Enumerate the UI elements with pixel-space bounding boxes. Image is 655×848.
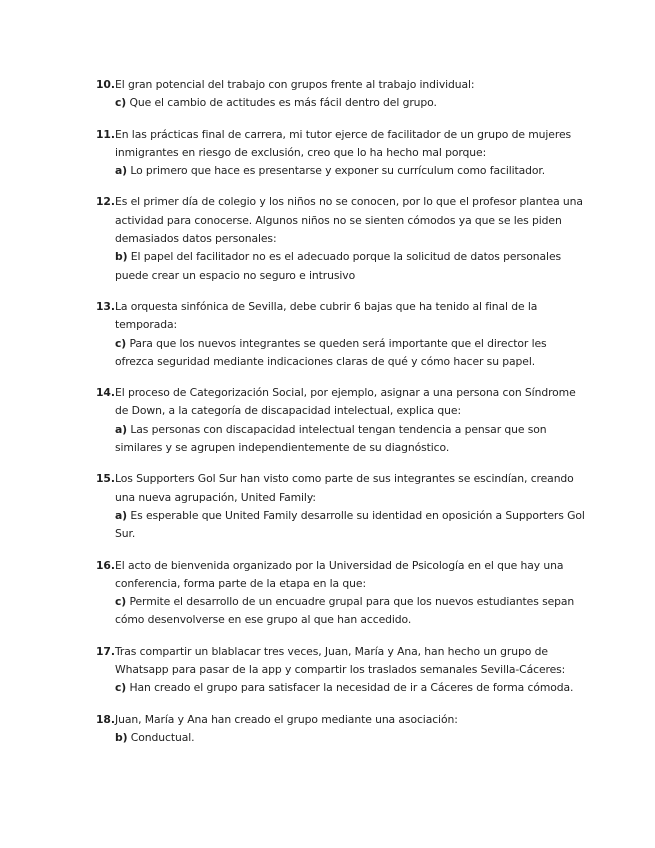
question-text: El proceso de Categorización Social, por ejemplo, asignar a una persona con Síndrome de Down, a la categoría de discapacidad intelectual, explica que: bbox=[115, 386, 576, 418]
answer-key: c) bbox=[115, 96, 127, 110]
question-text: La orquesta sinfónica de Sevilla, debe cubrir 6 bajas que ha tenido al final de la temporada: bbox=[115, 299, 538, 332]
answer-text: Es esperable que United Family desarrolle su identidad en oposición a Supporters Gol Sur. bbox=[115, 508, 585, 541]
question-text: El acto de bienvenida organizado por la Universidad de Psicología en el que hay una conferencia, forma parte de la etapa en la que: bbox=[115, 558, 564, 590]
answer bbox=[115, 335, 585, 372]
question-text: Es el primer día de colegio y los niños no se conocen, por lo que el profesor plantea una actividad para conocerse. Algunos niños no se sienten cómodos ya que se les piden demasiados datos personales: bbox=[115, 195, 583, 246]
answer-text: Conductual. bbox=[127, 730, 195, 744]
answer bbox=[115, 729, 585, 747]
answer-key: c) bbox=[115, 336, 127, 350]
answer-key: a) bbox=[115, 422, 128, 436]
question-number: 10. bbox=[96, 78, 115, 91]
question-15 bbox=[96, 470, 585, 543]
question-number: 13. bbox=[96, 299, 115, 313]
question-text: El gran potencial del trabajo con grupos frente al trabajo individual: bbox=[115, 78, 475, 91]
question-number: 11. bbox=[96, 127, 115, 141]
answer-text: Que el cambio de actitudes es más fácil dentro del grupo. bbox=[126, 96, 437, 110]
answer-text: Para que los nuevos integrantes se queden será importante que el director les ofrezca seguridad mediante indicaciones claras de qué y cómo hacer su papel. bbox=[115, 336, 547, 368]
question-number: 14. bbox=[96, 386, 115, 400]
answer-text: Han creado el grupo para satisfacer la necesidad de ir a Cáceres de forma cómoda. bbox=[126, 681, 574, 695]
answer-text: Las personas con discapacidad intelectual tengan tendencia a pensar que son similares y se agrupen independientemente de su diagnóstico. bbox=[115, 422, 547, 455]
answer bbox=[115, 421, 585, 458]
answer bbox=[115, 507, 585, 544]
question-number: 16. bbox=[96, 558, 115, 572]
question-12 bbox=[96, 193, 585, 284]
answer-key: b) bbox=[115, 250, 128, 264]
answer-key: a) bbox=[115, 508, 128, 522]
answer-key: c) bbox=[115, 681, 127, 695]
answer bbox=[115, 593, 585, 630]
question-10 bbox=[96, 76, 585, 113]
question-16 bbox=[96, 557, 585, 630]
question-14 bbox=[96, 384, 585, 457]
question-17 bbox=[96, 643, 585, 698]
question-13 bbox=[96, 298, 585, 371]
answer-key: b) bbox=[115, 730, 128, 744]
answer-text: El papel del facilitador no es el adecuado porque la solicitud de datos personales puede crear un espacio no seguro e intrusivo bbox=[115, 250, 562, 282]
question-11 bbox=[96, 126, 585, 181]
question-number: 15. bbox=[96, 472, 115, 486]
answer bbox=[115, 679, 585, 697]
answer-text: Permite el desarrollo de un encuadre grupal para que los nuevos estudiantes sepan cómo desenvolverse en ese grupo al que han accedido. bbox=[115, 595, 575, 627]
question-text: En las prácticas final de carrera, mi tutor ejerce de facilitador de un grupo de mujeres inmigrantes en riesgo de exclusión, creo que lo ha hecho mal porque: bbox=[115, 127, 572, 159]
question-text: Tras compartir un blablacar tres veces, Juan, María y Ana, han hecho un grupo de Whatsapp para pasar de la app y compartir los traslados semanales Sevilla-Cáceres: bbox=[115, 644, 566, 677]
question-number: 12. bbox=[96, 195, 115, 209]
answer-key: a) bbox=[115, 164, 128, 178]
answer bbox=[115, 248, 585, 285]
question-18 bbox=[96, 711, 585, 748]
answer bbox=[115, 162, 585, 180]
answer bbox=[115, 94, 585, 112]
answer-text: Lo primero que hace es presentarse y exponer su currículum como facilitador. bbox=[127, 164, 546, 178]
question-number: 17. bbox=[96, 644, 115, 658]
question-text: Los Supporters Gol Sur han visto como parte de sus integrantes se escindían, creando una nueva agrupación, United Family: bbox=[115, 472, 574, 504]
question-number: 18. bbox=[96, 712, 115, 726]
answer-key: c) bbox=[115, 595, 127, 609]
question-text: Juan, María y Ana han creado el grupo mediante una asociación: bbox=[115, 712, 458, 726]
